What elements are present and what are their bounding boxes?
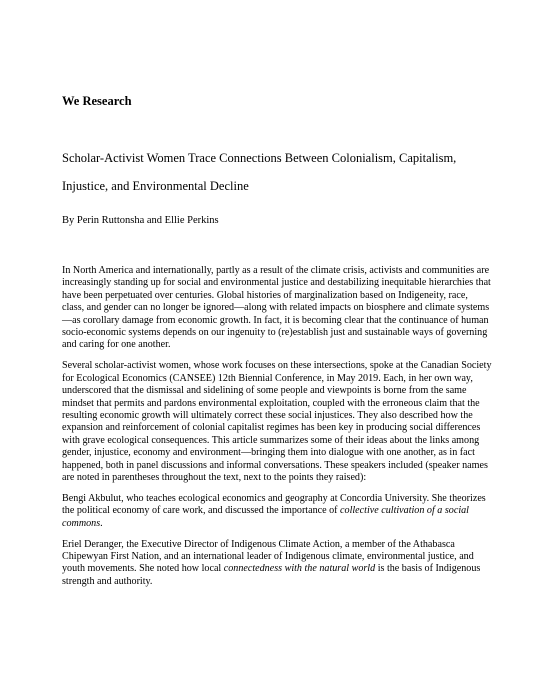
paragraph-text: Bengi Akbulut, who teaches ecological economics and geography at Concordia University. She theorizes the political economy of care work, and discussed the importance of: [62, 492, 486, 517]
emphasis-text: connectedness with the natural world: [223, 563, 376, 575]
paragraph-conference: Several scholar-activist women, whose work focuses on these intersections, spoke at the Canadian Society for Ecological Economics (CANSEE) 12th Biennial Conference, in May 2019. Each, in her own way, underscored that the dismissal and sidelining of some people and viewpoints is borne from the same mindset that permits and pardons environmental exploitation, coupled with the erroneous claim that the resulting economic growth will ultimately correct these social injustices. They also described how the expansion and reinforcement of colonial capitalist regimes has been key in producing social differences with grave ecological consequences. This article summarizes some of their ideas about the links among gender, injustice, economy and environment—bringing them into dialogue with one another, as in fact happened, both in panel discussions and informal conversations. These speakers included (speaker names are noted in parentheses throughout the text, next to the points they raised):: [62, 360, 492, 483]
paragraph-text-end: is the basis of Indigenous strength and authority.: [62, 563, 481, 587]
paragraph-text: Eriel Deranger, the Executive Director of Indigenous Climate Action, a member of the Athabasca Chipewyan First Nation, and an international leader of Indigenous climate, environmental justice, and youth movements. She noted how local: [62, 538, 474, 575]
paragraph-intro: In North America and internationally, partly as a result of the climate crisis, activists and communities are increasingly standing up for social and environmental justice and destabilizing inequitable hierarchies that have been perpetuated over centuries. Global histories of marginalization based on Indigeneity, race, class, and gender can no longer be ignored—along with related impacts on biosphere and climate systems—as corollary damage from economic growth. In fact, it is becoming clear that the continuance of human socio-economic systems depends on our ingenuity to (re)establish just and sustainable ways of governing and caring for one another.: [62, 265, 491, 351]
paragraph-eriel-deranger: [62, 539, 492, 589]
article-title: Scholar-Activist Women Trace Connections Between Colonialism, Capitalism, Injustice, and Environmental Decline: [62, 151, 457, 193]
author-byline: By Perin Ruttonsha and Ellie Perkins: [62, 215, 219, 226]
section-label: We Research: [62, 94, 132, 108]
paragraph-text-end: .: [100, 517, 103, 529]
emphasis-text: collective cultivation of a social commons: [62, 505, 469, 529]
paragraph-bengi-akbulut: [62, 493, 492, 530]
article-body: [62, 265, 492, 597]
